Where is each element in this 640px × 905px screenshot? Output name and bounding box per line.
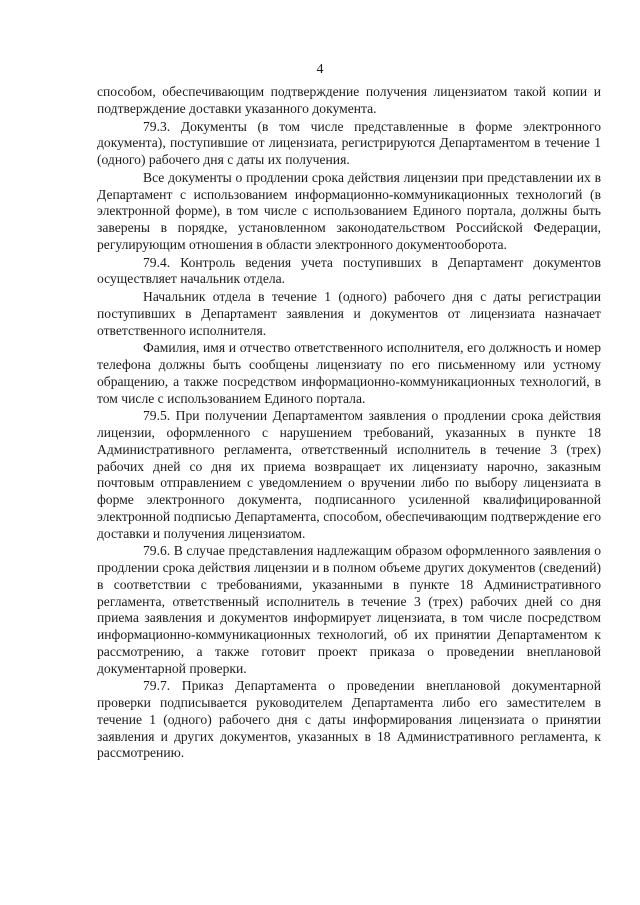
page-number: 4 [316,62,324,77]
paragraph-79-6: 79.6. В случае представления надлежащим образом оформленного заявления о продлении срока действия лицензии и в полном объеме других документов (сведений) в соответствии с требованиями, указанными в пункте 18 Административного регламента, ответственный исполнитель в течение 3 (трех) рабочих дней со дня приема заявления и документов информирует лицензиата, в том числе посредством информационно-коммуникационных технологий, об их принятии Департаментом к рассмотрению, а также готовит проект приказа о проведении внеплановой документарной проверки. [97,543,601,676]
paragraph-department-head: Начальник отдела в течение 1 (одного) рабочего дня с даты регистрации поступивших в Департамент заявления и документов от лицензиата назначает ответственного исполнителя. [97,289,601,338]
paragraph-executor-contacts: Фамилия, имя и отчество ответственного исполнителя, его должность и номер телефона должны быть сообщены лицензиату по его письменному или устному обращению, а также посредством информационно-коммуникационных технологий, в том числе с использованием Единого портала. [97,340,601,406]
paragraph-79-4: 79.4. Контроль ведения учета поступивших в Департамент документов осуществляет начальник отдела. [97,254,601,287]
document-body [97,84,601,762]
paragraph-all-documents: Все документы о продлении срока действия лицензии при представлении их в Департамент с использованием информационно-коммуникационных технологий (в электронной форме), в том числе с использованием Единого портала, должны быть заверены в порядке, установленном законодательством Российской Федерации, регулирующим отношения в области электронного документооборота. [97,169,601,252]
paragraph-79-7: 79.7. Приказ Департамента о проведении внеплановой документарной проверки подписывается руководителем Департамента либо его заместителем в течение 1 (одного) рабочего дня с даты информирования лицензиата о принятии заявления и других документов, указанных в 18 Административного регламента, к рассмотрению. [97,678,601,761]
paragraph-79-3: 79.3. Документы (в том числе представленные в форме электронного документа), поступившие от лицензиата, регистрируются Департаментом в течение 1 (одного) рабочего дня с даты их получения. [97,118,601,167]
paragraph-continuation: способом, обеспечивающим подтверждение получения лицензиатом такой копии и подтверждение доставки указанного документа. [97,84,601,116]
paragraph-79-5: 79.5. При получении Департаментом заявления о продлении срока действия лицензии, оформленного с нарушением требований, указанных в пункте 18 Административного регламента, ответственный исполнитель в течение 3 (трех) рабочих дней со дня их приема возвращает их лицензиату нарочно, заказным почтовым отправлением с уведомлением о вручении либо по выбору лицензиата в форме электронного документа, подписанного усиленной квалифицированной электронной подписью Департамента, способом, обеспечивающим подтверждение его доставки и получения лицензиатом. [97,408,601,541]
